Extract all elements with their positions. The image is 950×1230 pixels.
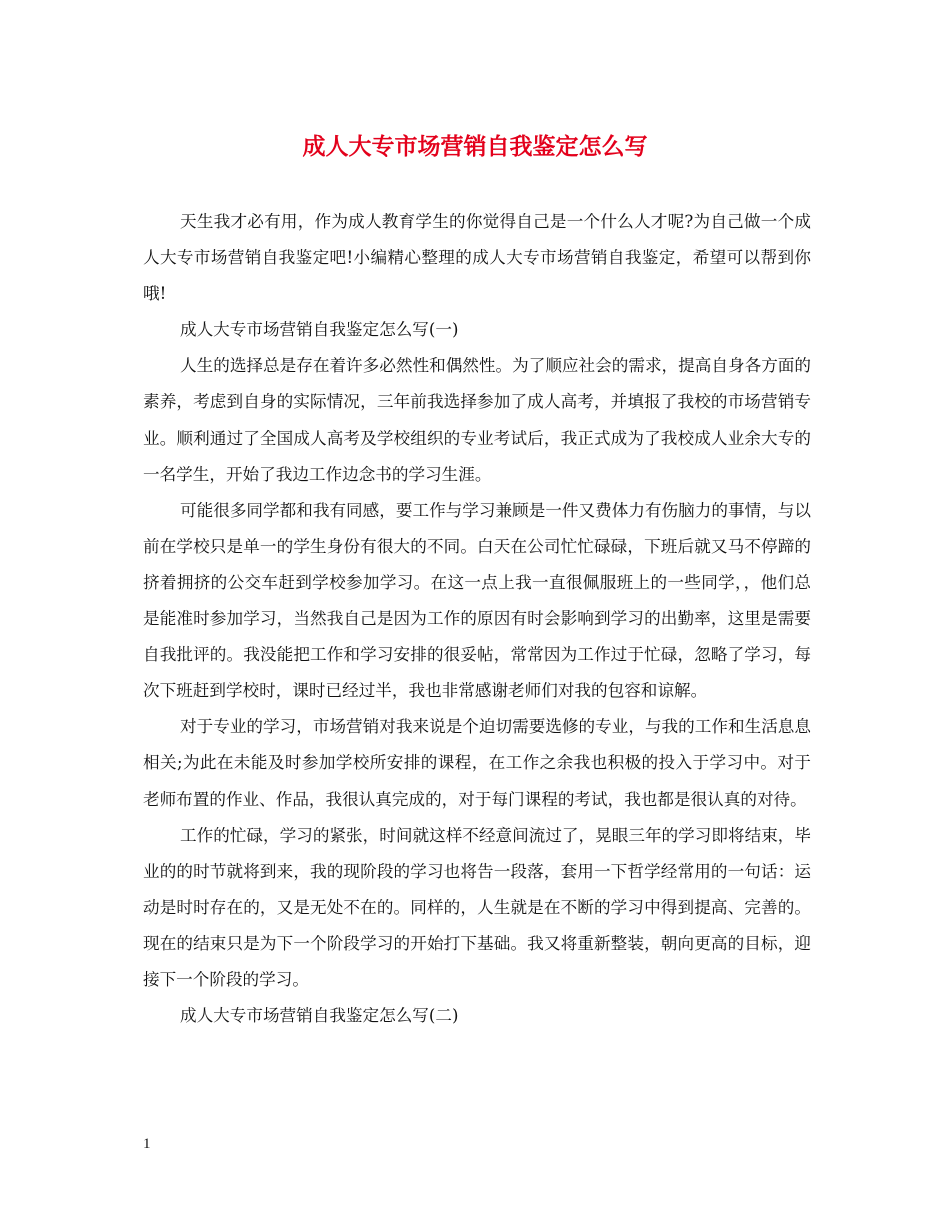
body-paragraph: 工作的忙碌，学习的紧张，时间就这样不经意间流过了，晃眼三年的学习即将结束，毕业的的时节就将到来，我的现阶段的学习也将告一段落，套用一下哲学经常用的一句话：运动是时时存在的，又是无处不在的。同样的，人生就是在不断的学习中得到提高、完善的。现在的结束只是为下一个阶段学习的开始打下基础。我又将重新整装，朝向更高的目标，迎接下一个阶段的学习。 [143, 825, 811, 989]
intro-paragraph: 天生我才必有用，作为成人教育学生的你觉得自己是一个什么人才呢?为自己做一个成人大专市场营销自我鉴定吧!小编精心整理的成人大专市场营销自我鉴定，希望可以帮到你哦! [143, 212, 811, 304]
body-paragraph: 可能很多同学都和我有同感，要工作与学习兼顾是一件又费体力有伤脑力的事情，与以前在学校只是单一的学生身份有很大的不同。白天在公司忙忙碌碌，下班后就又马不停蹄的挤着拥挤的公交车赶到学校参加学习。在这一点上我一直很佩服班上的一些同学，，他们总是能准时参加学习，当然我自己是因为工作的原因有时会影响到学习的出勤率，这里是需要自我批评的。我没能把工作和学习安排的很妥帖，常常因为工作过于忙碌，忽略了学习，每次下班赶到学校时，课时已经过半，我也非常感谢老师们对我的包容和谅解。 [143, 500, 811, 701]
body-paragraph: 人生的选择总是存在着许多必然性和偶然性。为了顺应社会的需求，提高自身各方面的素养，考虑到自身的实际情况，三年前我选择参加了成人高考，并填报了我校的市场营销专业。顺利通过了全国成人高考及学校组织的专业考试后，我正式成为了我校成人业余大专的一名学生，开始了我边工作边念书的学习生涯。 [143, 356, 811, 484]
page-number: 1 [143, 1136, 151, 1152]
section-heading-1: 成人大专市场营销自我鉴定怎么写(一) [180, 320, 459, 340]
page-title: 成人大专市场营销自我鉴定怎么写 [302, 133, 648, 160]
section-heading-2: 成人大专市场营销自我鉴定怎么写(二) [180, 1006, 459, 1026]
document-body [143, 204, 811, 1034]
body-paragraph: 对于专业的学习，市场营销对我来说是个迫切需要选修的专业，与我的工作和生活息息相关;为此在未能及时参加学校所安排的课程，在工作之余我也积极的投入于学习中。对于老师布置的作业、作品，我很认真完成的，对于每门课程的考试，我也都是很认真的对待。 [143, 717, 811, 809]
